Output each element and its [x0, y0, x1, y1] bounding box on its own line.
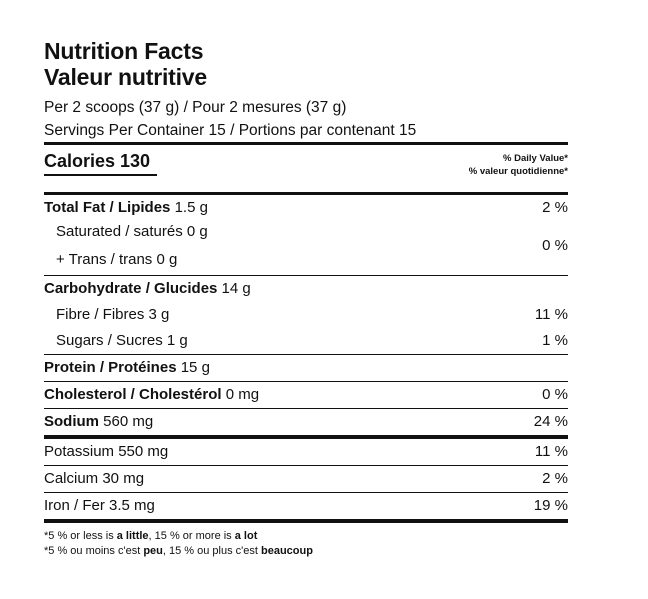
sodium-pct: 24 % [533, 413, 568, 430]
dv-header-fr: % valeur quotidienne* [468, 166, 568, 177]
title-fr: Valeur nutritive [44, 64, 207, 90]
daily-value-header [469, 152, 568, 178]
footnote [44, 529, 568, 559]
row-cholesterol [44, 382, 568, 408]
fibre-pct: 11 % [534, 306, 568, 323]
protein-amount: 15 g [176, 359, 210, 376]
carb-label: Carbohydrate / Glucides [44, 280, 218, 297]
total-fat-amount: 1.5 g [170, 199, 208, 216]
serving-info [44, 96, 568, 142]
iron-label: Iron / Fer 3.5 mg [44, 497, 155, 514]
servings-per-container: Servings Per Container 15 / Portions par contenant 15 [44, 122, 417, 139]
saturated-label: Saturated / saturés 0 g [56, 223, 208, 240]
spacer [44, 183, 568, 192]
footnote-fr: *5 % ou moins c'est peu, 15 % ou plus c'est beaucoup [44, 545, 313, 557]
row-protein [44, 355, 568, 381]
dv-header-en: % Daily Value* [503, 153, 568, 164]
footnote-en: *5 % or less is a little, 15 % or more is a lot [44, 530, 258, 542]
row-calcium [44, 466, 568, 492]
total-fat-label: Total Fat / Lipides [44, 199, 171, 216]
sugars-pct: 1 % [542, 332, 568, 349]
row-carbohydrate [44, 276, 568, 302]
row-iron [44, 493, 568, 519]
protein-label: Protein / Protéines [44, 359, 177, 376]
calcium-pct: 2 % [542, 470, 568, 487]
calories: Calories 130 [44, 151, 151, 171]
sodium-label: Sodium [44, 413, 99, 430]
calories-row [44, 145, 568, 183]
iron-pct: 19 % [533, 497, 568, 514]
trans-label: + Trans / trans 0 g [56, 251, 178, 268]
divider-heavy [44, 519, 568, 523]
row-potassium [44, 439, 568, 465]
fibre-label: Fibre / Fibres 3 g [56, 306, 170, 323]
row-total-fat [44, 195, 568, 221]
cholesterol-amount: 0 mg [221, 386, 260, 403]
sat-trans-pct: 0 % [542, 237, 568, 254]
sodium-amount: 560 mg [99, 413, 154, 430]
calcium-label: Calcium 30 mg [44, 470, 145, 487]
row-fibre [44, 302, 568, 328]
row-saturated-trans [44, 221, 568, 275]
calories-underline [44, 174, 157, 176]
total-fat-pct: 2 % [542, 199, 568, 216]
serving-size: Per 2 scoops (37 g) / Pour 2 mesures (37 g) [44, 99, 347, 116]
nutrition-facts-label [44, 38, 568, 559]
sugars-label: Sugars / Sucres 1 g [56, 332, 188, 349]
potassium-pct: 11 % [534, 443, 568, 460]
carb-amount: 14 g [217, 280, 251, 297]
row-sugars [44, 328, 568, 354]
title-en: Nutrition Facts [44, 38, 204, 64]
cholesterol-pct: 0 % [542, 386, 568, 403]
potassium-label: Potassium 550 mg [44, 443, 169, 460]
cholesterol-label: Cholesterol / Cholestérol [44, 386, 222, 403]
row-sodium [44, 409, 568, 435]
